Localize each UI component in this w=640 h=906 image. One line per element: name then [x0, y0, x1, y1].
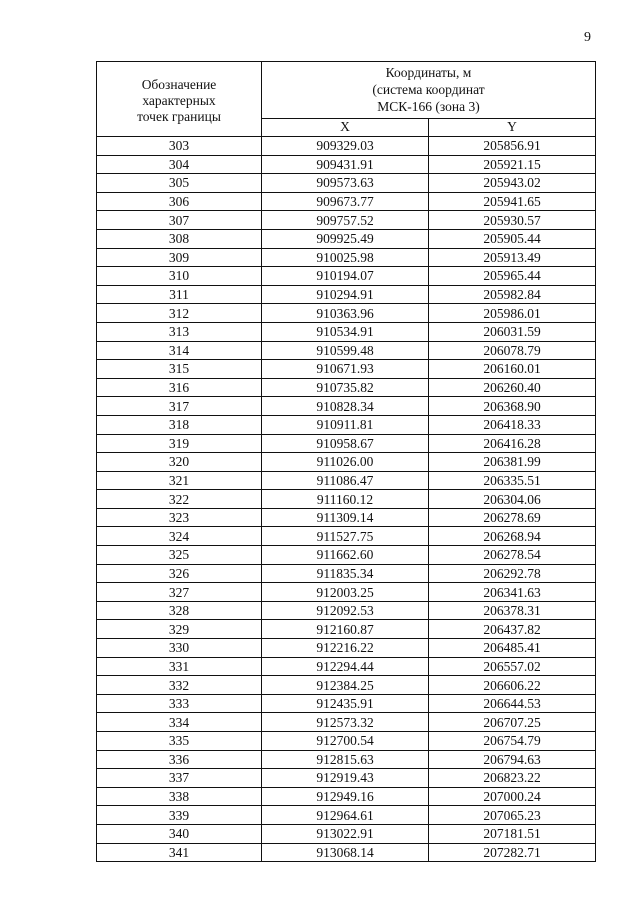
x-cell: 911026.00	[262, 453, 429, 472]
x-cell: 910294.91	[262, 285, 429, 304]
point-cell: 314	[97, 341, 262, 360]
x-cell: 909329.03	[262, 137, 429, 156]
table-row	[97, 806, 596, 825]
y-cell: 206644.53	[429, 694, 596, 713]
y-cell: 205913.49	[429, 248, 596, 267]
point-cell: 304	[97, 155, 262, 174]
y-cell: 205921.15	[429, 155, 596, 174]
point-cell: 331	[97, 657, 262, 676]
table-row	[97, 471, 596, 490]
x-cell: 910025.98	[262, 248, 429, 267]
table-row	[97, 564, 596, 583]
x-cell: 912815.63	[262, 750, 429, 769]
x-cell: 911309.14	[262, 508, 429, 527]
x-cell: 910671.93	[262, 360, 429, 379]
table-row	[97, 322, 596, 341]
y-cell: 206823.22	[429, 769, 596, 788]
y-cell: 207000.24	[429, 787, 596, 806]
x-column-header: X	[262, 118, 429, 136]
y-cell: 206418.33	[429, 415, 596, 434]
table-row	[97, 267, 596, 286]
x-cell: 912949.16	[262, 787, 429, 806]
table-row	[97, 360, 596, 379]
x-cell: 909573.63	[262, 174, 429, 193]
table-row	[97, 787, 596, 806]
table-row	[97, 137, 596, 156]
y-cell: 206485.41	[429, 639, 596, 658]
table-row	[97, 508, 596, 527]
y-cell: 206031.59	[429, 322, 596, 341]
x-cell: 912384.25	[262, 676, 429, 695]
x-cell: 910534.91	[262, 322, 429, 341]
table-row	[97, 657, 596, 676]
x-cell: 912160.87	[262, 620, 429, 639]
y-cell: 206341.63	[429, 583, 596, 602]
y-column-header: Y	[429, 118, 596, 136]
y-cell: 206278.54	[429, 546, 596, 565]
point-cell: 303	[97, 137, 262, 156]
point-cell: 325	[97, 546, 262, 565]
y-cell: 207282.71	[429, 843, 596, 862]
coordinates-header-line: МСК-166 (зона 3)	[377, 99, 480, 115]
point-cell: 327	[97, 583, 262, 602]
y-cell: 205982.84	[429, 285, 596, 304]
point-cell: 326	[97, 564, 262, 583]
y-cell: 206416.28	[429, 434, 596, 453]
y-cell: 206381.99	[429, 453, 596, 472]
table-row	[97, 620, 596, 639]
y-cell: 206707.25	[429, 713, 596, 732]
x-cell: 912919.43	[262, 769, 429, 788]
coordinates-header	[262, 62, 596, 119]
table-row	[97, 769, 596, 788]
x-cell: 910828.34	[262, 397, 429, 416]
point-cell: 339	[97, 806, 262, 825]
point-cell: 305	[97, 174, 262, 193]
y-cell: 205943.02	[429, 174, 596, 193]
point-cell: 306	[97, 192, 262, 211]
point-cell: 310	[97, 267, 262, 286]
table-row	[97, 713, 596, 732]
x-cell: 912435.91	[262, 694, 429, 713]
point-cell: 309	[97, 248, 262, 267]
x-cell: 910599.48	[262, 341, 429, 360]
y-cell: 207181.51	[429, 824, 596, 843]
y-cell: 206368.90	[429, 397, 596, 416]
y-cell: 206794.63	[429, 750, 596, 769]
table-row	[97, 824, 596, 843]
point-cell: 320	[97, 453, 262, 472]
y-cell: 206335.51	[429, 471, 596, 490]
coordinates-header-line: (система координат	[372, 82, 485, 98]
x-cell: 911086.47	[262, 471, 429, 490]
x-cell: 909673.77	[262, 192, 429, 211]
table-row	[97, 490, 596, 509]
x-cell: 910735.82	[262, 378, 429, 397]
table-row	[97, 750, 596, 769]
table-row	[97, 341, 596, 360]
point-cell: 333	[97, 694, 262, 713]
table-row	[97, 174, 596, 193]
table-row	[97, 434, 596, 453]
point-cell: 336	[97, 750, 262, 769]
table-row	[97, 304, 596, 323]
point-cell: 323	[97, 508, 262, 527]
y-cell: 205965.44	[429, 267, 596, 286]
x-cell: 909925.49	[262, 229, 429, 248]
y-cell: 206292.78	[429, 564, 596, 583]
point-cell: 324	[97, 527, 262, 546]
y-cell: 206378.31	[429, 601, 596, 620]
x-cell: 911662.60	[262, 546, 429, 565]
table-row	[97, 211, 596, 230]
point-cell: 340	[97, 824, 262, 843]
point-cell: 308	[97, 229, 262, 248]
table-row	[97, 732, 596, 751]
table-row	[97, 285, 596, 304]
x-cell: 912216.22	[262, 639, 429, 658]
x-cell: 912092.53	[262, 601, 429, 620]
table-row	[97, 601, 596, 620]
y-cell: 206268.94	[429, 527, 596, 546]
point-cell: 328	[97, 601, 262, 620]
point-cell: 337	[97, 769, 262, 788]
point-cell: 311	[97, 285, 262, 304]
table-row	[97, 546, 596, 565]
y-cell: 206078.79	[429, 341, 596, 360]
x-cell: 910958.67	[262, 434, 429, 453]
x-cell: 912003.25	[262, 583, 429, 602]
y-cell: 206160.01	[429, 360, 596, 379]
table-row	[97, 192, 596, 211]
x-cell: 913068.14	[262, 843, 429, 862]
x-cell: 909431.91	[262, 155, 429, 174]
coordinates-table	[96, 61, 596, 862]
coordinates-header-line: Координаты, м	[385, 65, 472, 81]
table-row	[97, 639, 596, 658]
x-cell: 911527.75	[262, 527, 429, 546]
y-cell: 205856.91	[429, 137, 596, 156]
y-cell: 206754.79	[429, 732, 596, 751]
table-row	[97, 248, 596, 267]
point-cell: 307	[97, 211, 262, 230]
table-row	[97, 397, 596, 416]
point-cell: 315	[97, 360, 262, 379]
point-cell: 341	[97, 843, 262, 862]
x-cell: 912294.44	[262, 657, 429, 676]
x-cell: 912700.54	[262, 732, 429, 751]
point-designation-header	[97, 62, 262, 137]
y-cell: 205941.65	[429, 192, 596, 211]
point-cell: 322	[97, 490, 262, 509]
point-header-line: характерных	[142, 93, 216, 108]
y-cell: 206278.69	[429, 508, 596, 527]
point-cell: 312	[97, 304, 262, 323]
table-row	[97, 583, 596, 602]
y-cell: 206606.22	[429, 676, 596, 695]
x-cell: 910911.81	[262, 415, 429, 434]
x-cell: 910194.07	[262, 267, 429, 286]
x-cell: 912573.32	[262, 713, 429, 732]
y-cell: 205930.57	[429, 211, 596, 230]
table-row	[97, 155, 596, 174]
point-cell: 321	[97, 471, 262, 490]
y-cell: 205986.01	[429, 304, 596, 323]
y-cell: 205905.44	[429, 229, 596, 248]
table-row	[97, 676, 596, 695]
point-cell: 330	[97, 639, 262, 658]
table-row	[97, 843, 596, 862]
page-number: 9	[584, 30, 591, 45]
point-cell: 316	[97, 378, 262, 397]
point-header-line: Обозначение	[141, 77, 217, 92]
table-row	[97, 453, 596, 472]
y-cell: 206557.02	[429, 657, 596, 676]
table-body	[97, 137, 596, 862]
x-cell: 912964.61	[262, 806, 429, 825]
y-cell: 206260.40	[429, 378, 596, 397]
x-cell: 911835.34	[262, 564, 429, 583]
x-cell: 909757.52	[262, 211, 429, 230]
table-header	[97, 62, 596, 137]
y-cell: 206437.82	[429, 620, 596, 639]
point-cell: 338	[97, 787, 262, 806]
y-cell: 207065.23	[429, 806, 596, 825]
x-cell: 910363.96	[262, 304, 429, 323]
point-cell: 313	[97, 322, 262, 341]
point-cell: 335	[97, 732, 262, 751]
point-cell: 317	[97, 397, 262, 416]
point-cell: 329	[97, 620, 262, 639]
table-row	[97, 229, 596, 248]
point-cell: 332	[97, 676, 262, 695]
table-row	[97, 527, 596, 546]
point-cell: 318	[97, 415, 262, 434]
point-cell: 319	[97, 434, 262, 453]
point-cell: 334	[97, 713, 262, 732]
x-cell: 911160.12	[262, 490, 429, 509]
y-cell: 206304.06	[429, 490, 596, 509]
table-row	[97, 415, 596, 434]
point-header-line: точек границы	[137, 109, 221, 124]
x-cell: 913022.91	[262, 824, 429, 843]
table-row	[97, 694, 596, 713]
table-row	[97, 378, 596, 397]
